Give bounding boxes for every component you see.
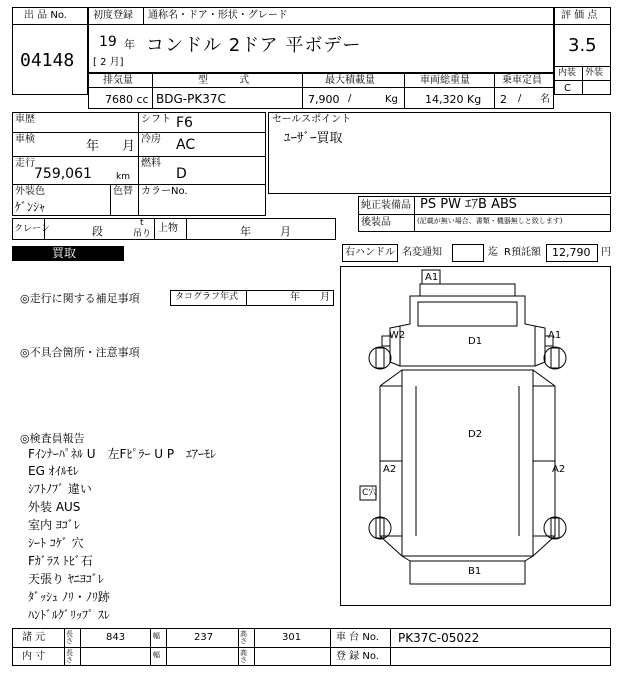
chassis-label: 車 台 No. (336, 632, 379, 643)
crane-ton: t (140, 218, 144, 228)
width-label: 幅 (153, 632, 160, 640)
first-registration-label: 初度登録 (93, 10, 133, 21)
inner-dims-label: 内 寸 (22, 651, 46, 662)
max-load-label: 最大積載量 (325, 75, 375, 86)
inspector-line: ﾀﾞｯｼｭ ﾉﾘ・ﾉﾘ跡 (28, 590, 110, 604)
displacement-label: 排気量 (103, 75, 133, 86)
defects-title: ◎不具合箇所・注意事項 (20, 346, 140, 359)
recycle-unit: 円 (601, 247, 611, 258)
chassis-value: PK37C-05022 (398, 631, 480, 645)
mark-a2-left: A2 (383, 464, 397, 475)
inspector-line: Fｲﾝﾅｰﾊﾟﾈﾙ U 左Fﾋﾟﾗｰ U P ｴｱｰﾓﾚ (28, 447, 217, 461)
registration-year-unit: 年 (124, 38, 135, 51)
height-label: 高さ (240, 630, 247, 645)
tachograph-year: 年 (290, 292, 300, 303)
inspector-line: EG ｵｲﾙﾓﾚ (28, 464, 79, 478)
equipment-label: 純正装備品 (361, 200, 411, 211)
aftermarket-label: 後装品 (361, 217, 391, 228)
mark-d2: D2 (468, 429, 483, 440)
exterior-color-label: 外装色 (15, 186, 45, 197)
evaluation-score: 3.5 (568, 35, 597, 56)
mark-c-hole: C穴 (362, 488, 378, 498)
type-label: 型 式 (198, 75, 264, 86)
score-label: 評 価 点 (561, 10, 598, 21)
height-value: 301 (282, 632, 302, 643)
inspector-line: 室内 ﾖｺﾞﾚ (28, 518, 80, 532)
lot-number-label: 出 品 No. (24, 10, 67, 21)
mileage-value: 759,061 (34, 166, 92, 182)
purchase-label: 買取 (52, 246, 77, 260)
capacity-value: 2 (500, 93, 507, 106)
ac-label: 冷房 (141, 134, 161, 145)
crane-label: クレーン (14, 224, 50, 234)
gross-weight-label: 車両総重量 (420, 75, 470, 86)
displacement-value: 7680 cc (105, 93, 149, 106)
color-code-label: カラーNo. (141, 186, 188, 197)
mark-a2-right: A2 (552, 464, 566, 475)
mark-b1: B1 (468, 566, 482, 577)
mileage-unit: km (116, 172, 130, 182)
details-box (12, 112, 266, 216)
max-load-slash: / (348, 93, 352, 104)
registration-year: 19 (99, 34, 117, 50)
exterior-color-value: ｹﾞﾝｼｬ (15, 200, 46, 214)
sales-point-value: ﾕｰｻﾞｰ買取 (284, 131, 343, 146)
inspector-line: 天張り ﾔﾆﾖｺﾞﾚ (28, 572, 104, 586)
shift-value: F6 (176, 115, 193, 131)
tachograph-month: 月 (320, 292, 330, 303)
interior-label: 内装 (558, 68, 577, 78)
inspector-line: ｼｰﾄ ｺｹﾞ 穴 (28, 536, 84, 550)
crane-stage: 段 (92, 225, 103, 238)
inner-length-label: 長さ (66, 649, 73, 664)
inspector-line: 外装 AUS (28, 500, 81, 514)
capacity-label: 乗車定員 (502, 75, 542, 86)
dims-label: 諸 元 (22, 632, 46, 643)
type-value: BDG-PK37C (156, 92, 226, 106)
model-name: コンドル 2ドア 平ボデー (146, 35, 362, 56)
mark-w2: W2 (389, 330, 406, 341)
mark-a1-right: A1 (548, 330, 562, 341)
ac-value: AC (176, 137, 196, 153)
inspector-line: ﾊﾝﾄﾞﾙｸﾞﾘｯﾌﾟ ｽﾚ (28, 608, 110, 622)
width-value: 237 (194, 632, 214, 643)
inspector-line: ｼﾌﾄﾉﾌﾞ 違い (28, 482, 92, 496)
registration-month: [ 2 月] (93, 57, 124, 68)
recycle-amount: 12,790 (552, 246, 591, 259)
lifter-month: 月 (280, 225, 291, 238)
supplement-title: ◎走行に関する補足事項 (20, 292, 140, 305)
color-change-label: 色替 (113, 186, 133, 197)
mark-a1-top: A1 (425, 272, 439, 283)
lifter-year: 年 (240, 225, 251, 238)
aftermarket-note: (記載が無い場合、書類・機器無しと致します) (417, 217, 563, 225)
length-value: 843 (106, 632, 126, 643)
exterior-label: 外装 (585, 68, 604, 78)
inspector-title: ◎検査員報告 (20, 432, 85, 445)
mileage-label: 走行 (15, 158, 35, 169)
inspection-month: 月 (122, 139, 136, 154)
inspection-label: 車検 (15, 134, 35, 145)
model-description-label: 通称名・ドア・形状・グレード (148, 10, 288, 21)
inspector-line: Fｶﾞﾗｽ ﾄﾋﾞ石 (28, 554, 93, 568)
registration-no-label: 登 録 No. (336, 651, 379, 662)
name-change-box (452, 244, 484, 262)
interior-grade: C (564, 83, 571, 94)
equipment-value: PS PW ｴｱB ABS (420, 197, 517, 212)
fuel-value: D (176, 166, 187, 182)
capacity-slash: / (518, 93, 522, 104)
mark-d1: D1 (468, 336, 483, 347)
lifter-label: 上物 (158, 223, 178, 234)
history-label: 車歴 (15, 114, 35, 125)
inner-width-label: 幅 (153, 651, 160, 659)
name-change-label: 名変通知 (402, 247, 442, 258)
tachograph-label: タコグラフ年式 (175, 292, 239, 302)
max-load-value: 7,900 (308, 93, 340, 106)
lot-number: 04148 (20, 50, 75, 71)
name-change-until: 迄 (488, 247, 498, 258)
capacity-unit: 名 (540, 94, 550, 105)
inner-height-label: 高さ (240, 649, 247, 664)
steering-value: 右ハンドル (345, 247, 395, 258)
gross-weight-value: 14,320 Kg (425, 93, 482, 106)
shift-label: シフト (141, 114, 171, 125)
recycle-label: R預託額 (504, 247, 541, 258)
sales-point-label: セールスポイント (272, 114, 352, 125)
length-label: 長さ (66, 630, 73, 645)
crane-lift: 吊り (133, 229, 152, 239)
inspection-year: 年 (86, 139, 100, 154)
fuel-label: 燃料 (141, 158, 161, 169)
max-load-unit: Kg (385, 94, 398, 105)
